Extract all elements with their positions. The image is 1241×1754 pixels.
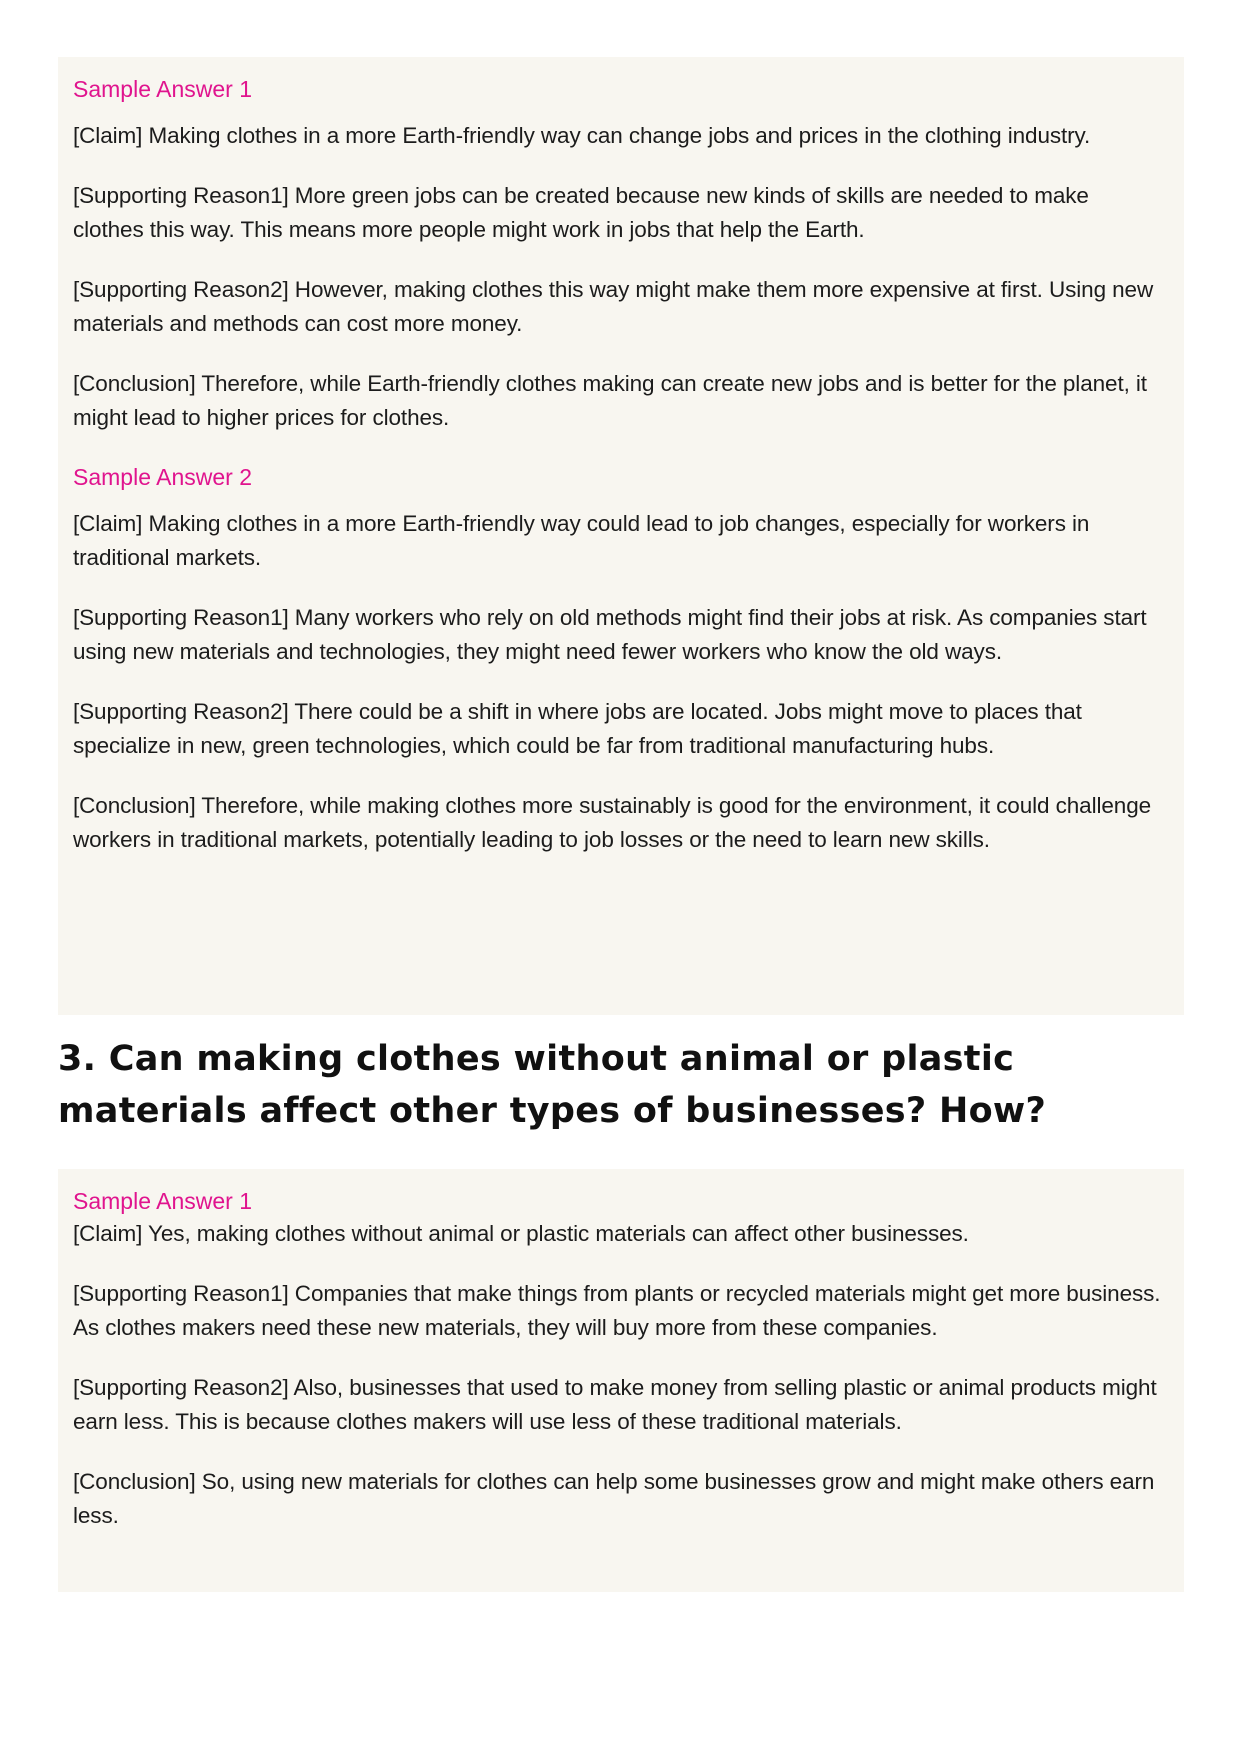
supporting-reason-2-paragraph: [Supporting Reason2] However, making clothes this way might make them more expensive at first. Using new materials and methods can cost more money. [73, 276, 1154, 336]
conclusion-paragraph: [Conclusion] So, using new materials for clothes can help some businesses grow and might make others earn less. [73, 1468, 1155, 1528]
claim-paragraph: [Claim] Making clothes in a more Earth-friendly way could lead to job changes, especially for workers in traditional markets. [73, 510, 1090, 570]
supporting-reason-2-paragraph: [Supporting Reason2] Also, businesses that used to make money from selling plastic or animal products might earn less. This is because clothes makers will use less of these traditional materials. [73, 1374, 1157, 1434]
answer-box-question-3 [58, 1169, 1184, 1592]
supporting-reason-1-paragraph: [Supporting Reason1] Many workers who rely on old methods might find their jobs at risk. As companies start using new materials and technologies, they might need fewer workers who know the old ways. [73, 604, 1147, 664]
supporting-reason-1-paragraph: [Supporting Reason1] Companies that make things from plants or recycled materials might get more business. As clothes makers need these new materials, they will buy more from these companies. [73, 1280, 1161, 1340]
conclusion-paragraph: [Conclusion] Therefore, while Earth-friendly clothes making can create new jobs and is better for the planet, it might lead to higher prices for clothes. [73, 370, 1147, 430]
answer-box-question-2 [58, 57, 1184, 1015]
sample-answer-2-label: Sample Answer 2 [73, 463, 252, 490]
sample-answer-1-label: Sample Answer 1 [73, 76, 252, 102]
supporting-reason-2-paragraph: [Supporting Reason2] There could be a shift in where jobs are located. Jobs might move to places that specialize in new, green technologies, which could be far from traditional manufacturing hubs. [73, 698, 1082, 758]
sample-answer-1-label: Sample Answer 1 [73, 1188, 252, 1214]
supporting-reason-1-paragraph: [Supporting Reason1] More green jobs can be created because new kinds of skills are needed to make clothes this way. This means more people might work in jobs that help the Earth. [73, 182, 1089, 242]
claim-paragraph: [Claim] Making clothes in a more Earth-friendly way can change jobs and prices in the clothing industry. [73, 123, 1091, 148]
conclusion-paragraph: [Conclusion] Therefore, while making clothes more sustainably is good for the environment, it could challenge workers in traditional markets, potentially leading to job losses or the need to learn new skills. [73, 792, 1152, 852]
claim-paragraph: [Claim] Yes, making clothes without animal or plastic materials can affect other businesses. [73, 1221, 969, 1246]
question-3-heading: 3. Can making clothes without animal or plastic materials affect other types of businesses? How? [58, 1039, 1047, 1131]
